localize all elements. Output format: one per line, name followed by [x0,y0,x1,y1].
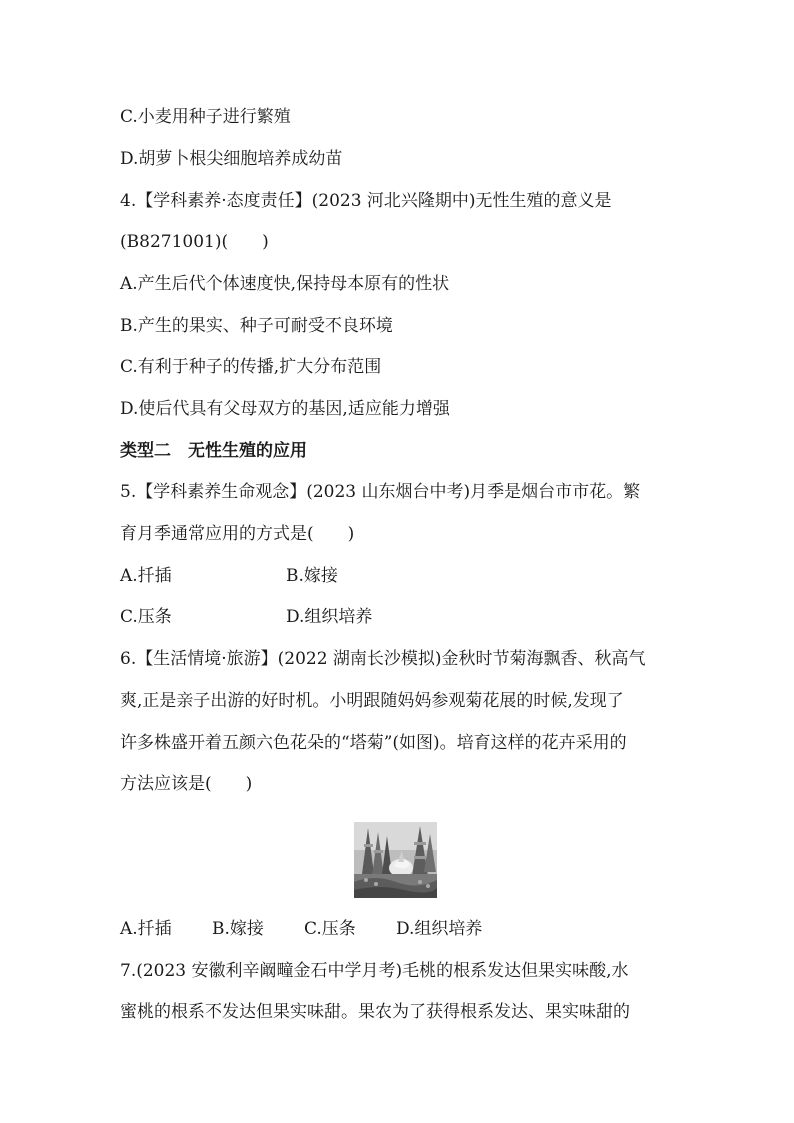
q5-option-b: B.嫁接 [286,566,338,586]
q5-stem-line2: 育月季通常应用的方式是( ) [120,524,355,544]
q4-option-c: C.有利于种子的传播,扩大分布范围 [120,357,382,377]
q4-stem-line2: (B8271001)( ) [120,232,269,252]
q3-option-d: D.胡萝卜根尖细胞培养成幼苗 [120,149,343,169]
q5-stem-line1: 5.【学科素养生命观念】(2023 山东烟台中考)月季是烟台市市花。繁 [120,482,641,502]
q6-stem-line3: 许多株盛开着五颜六色花朵的“塔菊”(如图)。培育这样的花卉采用的 [120,733,627,753]
q6-option-a: A.扦插 [120,919,172,939]
q6-option-b: B.嫁接 [212,919,264,939]
q6-option-d: D.组织培养 [396,919,483,939]
section-heading: 类型二 无性生殖的应用 [120,441,307,461]
q7-stem-line2: 蜜桃的根系不发达但果实味甜。果农为了获得根系发达、果实味甜的 [120,1002,630,1022]
q5-option-a: A.扦插 [120,566,172,586]
tower-chrysanthemum-photo [354,822,437,898]
q5-option-d: D.组织培养 [286,607,373,627]
q6-option-c: C.压条 [304,919,356,939]
q7-stem-line1: 7.(2023 安徽利辛阚疃金石中学月考)毛桃的根系发达但果实味酸,水 [120,961,629,981]
q6-stem-line4: 方法应该是( ) [120,774,253,794]
q4-option-a: A.产生后代个体速度快,保持母本原有的性状 [120,274,450,294]
q3-option-c: C.小麦用种子进行繁殖 [120,107,291,127]
q4-stem-line1: 4.【学科素养·态度责任】(2023 河北兴隆期中)无性生殖的意义是 [120,191,612,211]
q6-stem-line1: 6.【生活情境·旅游】(2022 湖南长沙模拟)金秋时节菊海飘香、秋高气 [120,649,646,669]
q4-option-b: B.产生的果实、种子可耐受不良环境 [120,316,393,336]
q5-option-c: C.压条 [120,607,172,627]
q4-option-d: D.使后代具有父母双方的基因,适应能力增强 [120,399,450,419]
q6-stem-line2: 爽,正是亲子出游的好时机。小明跟随妈妈参观菊花展的时候,发现了 [120,691,624,711]
